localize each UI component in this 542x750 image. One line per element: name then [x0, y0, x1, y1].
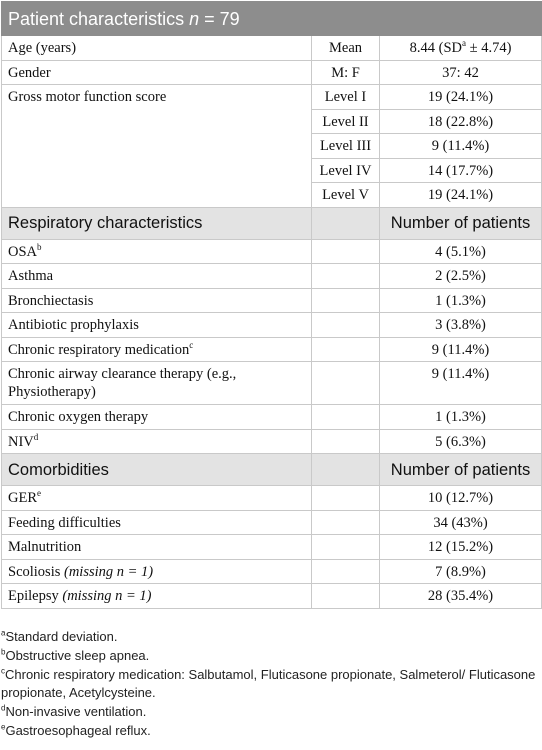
table-row — [2, 288, 542, 313]
section-header-respiratory — [2, 207, 542, 239]
row-value: 12 (15.2%) — [380, 535, 542, 560]
gmf-level: Level II — [312, 109, 380, 134]
footnote-mark: c — [189, 339, 194, 350]
age-value-part: 8.44 (SD — [409, 40, 462, 56]
table-row — [2, 429, 542, 454]
table-row — [2, 405, 542, 430]
gmf-level: Level V — [312, 183, 380, 208]
footnote-mark: b — [1, 647, 6, 657]
footnote-mark: a — [1, 628, 6, 638]
gmf-value: 9 (11.4%) — [380, 134, 542, 159]
footnote-mark: e — [37, 488, 41, 499]
row-label-text: Epilepsy — [8, 588, 63, 604]
row-value: 37: 42 — [380, 60, 542, 85]
row-label: Chronic airway clearance therapy (e.g., Physiotherapy) — [2, 362, 312, 405]
section-title: Comorbidities — [2, 454, 312, 486]
footnote-mark: d — [1, 703, 6, 713]
row-label: Gender — [2, 60, 312, 85]
row-value: 10 (12.7%) — [380, 486, 542, 511]
row-value: 7 (8.9%) — [380, 559, 542, 584]
empty-cell — [312, 510, 380, 535]
row-label — [2, 486, 312, 511]
empty-cell — [312, 584, 380, 609]
table-row — [2, 36, 542, 61]
row-label: Malnutrition — [2, 535, 312, 560]
table-row — [2, 85, 542, 110]
footnote-mark: d — [33, 431, 39, 442]
empty-cell — [312, 288, 380, 313]
footnote-text: Chronic respiratory medication: Salbutamol, Fluticasone propionate, Salmeterol/ Fluticasone propionate, Acetylcysteine. — [1, 667, 536, 700]
footnote-mark: e — [1, 722, 6, 732]
table-row — [2, 264, 542, 289]
patient-characteristics-table-wrapper — [1, 1, 541, 609]
table-row — [2, 337, 542, 362]
footnote — [1, 722, 541, 740]
gmf-value: 19 (24.1%) — [380, 85, 542, 110]
footnote-text: Standard deviation. — [5, 629, 118, 644]
row-label-text: GER — [8, 490, 37, 506]
gmf-value: 19 (24.1%) — [380, 183, 542, 208]
row-label: Asthma — [2, 264, 312, 289]
table-row — [2, 486, 542, 511]
row-label-text: Scoliosis — [8, 563, 64, 580]
footnote-text: Obstructive sleep apnea. — [5, 648, 150, 663]
empty-cell — [312, 405, 380, 430]
gmf-value: 18 (22.8%) — [380, 109, 542, 134]
row-label: Chronic oxygen therapy — [2, 405, 312, 430]
row-label — [2, 239, 312, 264]
footnote — [1, 703, 541, 721]
footnote-mark: c — [1, 666, 5, 676]
table-row — [2, 239, 542, 264]
row-label: Antibiotic prophylaxis — [2, 313, 312, 338]
row-value: 5 (6.3%) — [380, 429, 542, 454]
missing-note: (missing n = 1) — [62, 588, 152, 604]
row-value: 1 (1.3%) — [380, 288, 542, 313]
table-row — [2, 362, 542, 405]
row-label — [2, 337, 312, 362]
gmf-level: Level I — [312, 85, 380, 110]
footnote-mark: a — [461, 38, 466, 49]
row-value: 34 (43%) — [380, 510, 542, 535]
footnote — [1, 628, 541, 646]
empty-cell — [312, 486, 380, 511]
row-value: 9 (11.4%) — [380, 337, 542, 362]
row-value — [380, 36, 542, 61]
section-title: Respiratory characteristics — [2, 207, 312, 239]
row-label — [2, 429, 312, 454]
title-n-value: = 79 — [199, 8, 240, 29]
empty-cell — [312, 239, 380, 264]
section-header-comorbidities — [2, 454, 542, 486]
empty-cell — [312, 264, 380, 289]
patient-characteristics-table — [1, 1, 542, 609]
empty-cell — [312, 337, 380, 362]
title-text: Patient characteristics — [8, 8, 185, 29]
row-measure: Mean — [312, 36, 380, 61]
footnote-mark: b — [37, 241, 42, 252]
table-title-row — [2, 2, 542, 36]
missing-note: (missing n = 1) — [64, 563, 154, 580]
row-label-text: NIV — [8, 433, 34, 450]
row-value: 2 (2.5%) — [380, 264, 542, 289]
row-label — [2, 559, 312, 584]
empty-cell — [312, 535, 380, 560]
table-row — [2, 535, 542, 560]
table-row — [2, 313, 542, 338]
table-title — [2, 2, 542, 36]
row-label-text: Chronic respiratory medication — [8, 341, 190, 358]
row-value: 3 (3.8%) — [380, 313, 542, 338]
footnote-text: Gastroesophageal reflux. — [5, 723, 151, 738]
empty-cell — [312, 313, 380, 338]
table-row — [2, 559, 542, 584]
gmf-level: Level III — [312, 134, 380, 159]
row-value: 9 (11.4%) — [380, 362, 542, 405]
gmf-value: 14 (17.7%) — [380, 158, 542, 183]
section-empty-cell — [312, 454, 380, 486]
gmf-label: Gross motor function score — [2, 85, 312, 208]
row-value: 1 (1.3%) — [380, 405, 542, 430]
age-sd-part: ± 4.74) — [465, 40, 512, 56]
row-label-text: OSA — [8, 243, 38, 260]
footnote — [1, 647, 541, 665]
title-n-label: n — [189, 8, 200, 29]
table-row — [2, 510, 542, 535]
row-label: Feeding difficulties — [2, 510, 312, 535]
footnote — [1, 666, 541, 702]
section-empty-cell — [312, 207, 380, 239]
row-value: 28 (35.4%) — [380, 584, 542, 609]
row-label: Bronchiectasis — [2, 288, 312, 313]
row-measure: M: F — [312, 60, 380, 85]
table-footnotes — [1, 628, 541, 741]
footnote-text: Non-invasive ventilation. — [5, 704, 147, 719]
row-value: 4 (5.1%) — [380, 239, 542, 264]
row-label — [2, 584, 312, 609]
section-count-header: Number of patients — [380, 207, 542, 239]
row-label: Age (years) — [2, 36, 312, 61]
table-row — [2, 584, 542, 609]
gmf-level: Level IV — [312, 158, 380, 183]
empty-cell — [312, 559, 380, 584]
empty-cell — [312, 362, 380, 405]
empty-cell — [312, 429, 380, 454]
table-row — [2, 60, 542, 85]
section-count-header: Number of patients — [380, 454, 542, 486]
